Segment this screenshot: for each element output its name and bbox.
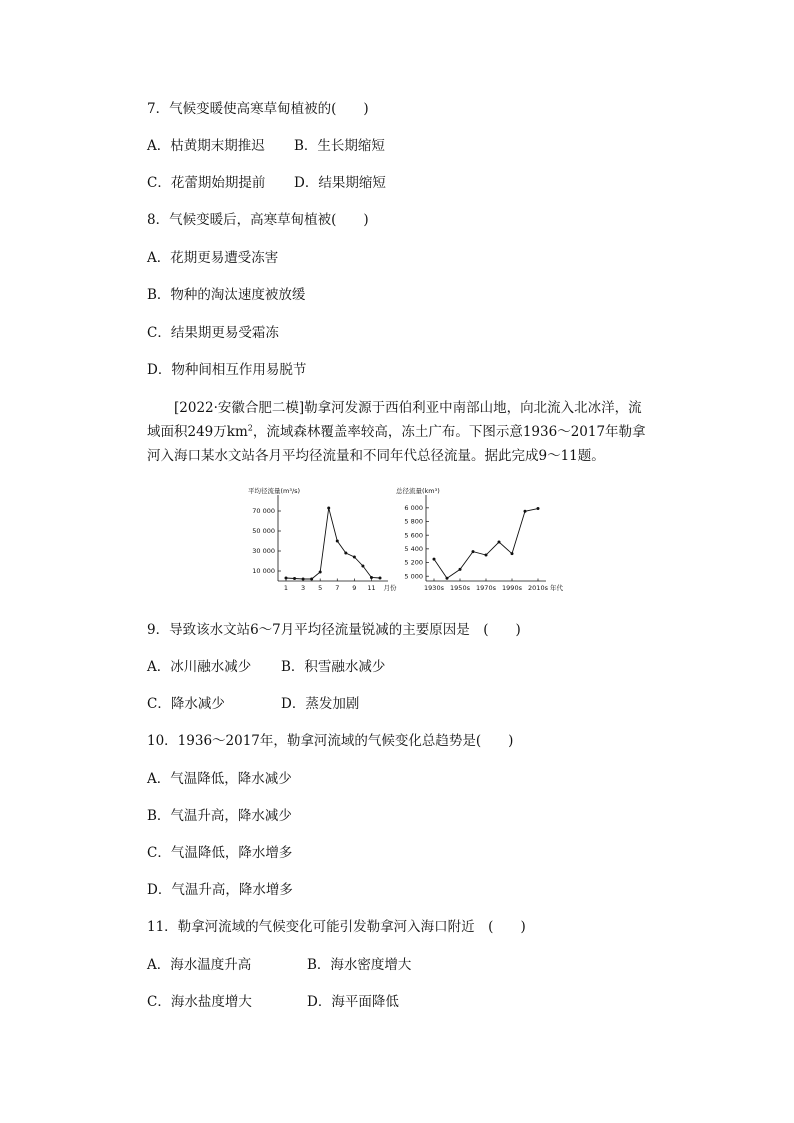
decadal-runoff-data-point [433, 558, 436, 561]
monthly-runoff-x-tick-label: 3 [301, 584, 306, 592]
monthly-runoff-x-axis-label: 月份 [383, 584, 397, 592]
q8-option-d: D．物种间相互作用易脱节 [147, 362, 307, 378]
monthly-runoff-data-point [344, 552, 347, 555]
monthly-runoff-data-point [319, 571, 322, 574]
q7-option-c: C．花蕾期始期提前 [147, 175, 266, 191]
decadal-runoff-x-tick-label: 1950s [450, 584, 470, 592]
intro-superscript: 2 [247, 423, 253, 433]
q10-option-a: A．气温降低，降水减少 [147, 771, 292, 787]
decadal-runoff-data-point [459, 568, 462, 571]
decadal-runoff-y-tick-label: 5 800 [404, 517, 423, 526]
decadal-runoff-data-point [537, 507, 540, 510]
decadal-runoff-title: 总径流量(km³) [396, 487, 440, 495]
q8-option-a: A．花期更易遭受冻害 [147, 250, 279, 266]
decadal-runoff-data-point [485, 554, 488, 557]
q7-stem: 7．气候变暖使高寒草甸植被的( ) [147, 101, 369, 117]
decadal-runoff-y-tick-label: 5 200 [404, 558, 423, 567]
monthly-runoff-data-point [370, 576, 373, 579]
intro-part2: ，流域森林覆盖率较高，冻土广布。下图示意1936～2017年勒拿河入海口某水文站各月平均径流量和不同年代总径流量。据此完成9～11题。 [147, 424, 646, 464]
decadal-runoff-y-tick-label: 5 000 [404, 572, 423, 581]
intro-part1: [2022·安徽合肥二模]勒拿河发源于西伯利亚中南部山地，向北流入北冰洋，流域面积249万km [147, 400, 642, 440]
q7-option-d: D．结果期缩短 [294, 175, 386, 191]
decadal-runoff-x-tick-label: 2010s [528, 584, 548, 592]
q9-option-a: A．冰川融水减少 [147, 659, 252, 675]
intro-paragraph [147, 396, 652, 468]
monthly-runoff-y-tick-label: 10 000 [252, 567, 275, 576]
q9-option-b: B．积雪融水减少 [281, 659, 386, 675]
q9-stem: 9．导致该水文站6～7月平均径流量锐减的主要原因是 ( ) [147, 622, 521, 638]
decadal-runoff-x-tick-label: 1930s [424, 584, 444, 592]
q11-option-b: B．海水密度增大 [307, 957, 412, 973]
monthly-runoff-x-tick-label: 5 [318, 584, 323, 592]
decadal-runoff-x-tick-label: 1970s [476, 584, 496, 592]
decadal-runoff-data-point [498, 541, 501, 544]
monthly-runoff-x-tick-label: 1 [283, 584, 289, 592]
monthly-runoff-data-point [353, 556, 356, 559]
monthly-runoff-y-tick-label: 30 000 [252, 547, 275, 556]
monthly-runoff-y-tick-label: 50 000 [252, 527, 275, 536]
monthly-runoff-data-point [336, 540, 339, 543]
q10-option-d: D．气温升高，降水增多 [147, 882, 293, 898]
q10-option-b: B．气温升高，降水减少 [147, 808, 292, 824]
q7-option-a: A．枯黄期末期推迟 [147, 138, 265, 154]
decadal-runoff-y-tick-label: 6 000 [404, 504, 423, 513]
q8-option-b: B．物种的淘汰速度被放缓 [147, 287, 306, 303]
monthly-runoff-data-point [327, 507, 330, 510]
decadal-runoff-x-tick-label: 1990s [502, 584, 522, 592]
q9-option-d: D．蒸发加剧 [281, 696, 360, 712]
decadal-runoff-y-tick-label: 5 400 [404, 545, 423, 554]
decadal-runoff-data-point [524, 510, 527, 513]
q10-stem: 10．1936～2017年，勒拿河流域的气候变化总趋势是( ) [147, 733, 514, 749]
decadal-runoff-data-point [511, 552, 514, 555]
monthly-runoff-data-point [293, 577, 296, 580]
monthly-runoff-data-point [302, 578, 305, 581]
q7-option-b: B．生长期缩短 [294, 138, 385, 154]
decadal-runoff-x-axis-label: 年代 [550, 584, 563, 592]
q8-stem: 8．气候变暖后，高寒草甸植被( ) [147, 212, 369, 228]
decadal-runoff-data-point [472, 550, 475, 553]
q10-option-c: C．气温降低，降水增多 [147, 845, 293, 861]
monthly-runoff-chart [248, 486, 397, 592]
q9-option-c: C．降水减少 [147, 696, 225, 712]
monthly-runoff-x-tick-label: 7 [335, 584, 340, 592]
monthly-runoff-data-point [310, 578, 313, 581]
monthly-runoff-series-line [286, 508, 380, 579]
monthly-runoff-x-tick-label: 11 [367, 584, 376, 592]
monthly-runoff-x-tick-label: 9 [352, 584, 357, 592]
decadal-runoff-y-tick-label: 5 600 [404, 531, 423, 540]
runoff-charts [240, 483, 580, 601]
decadal-runoff-series-line [434, 509, 538, 579]
monthly-runoff-title: 平均径流量(m³/s) [248, 487, 301, 495]
decadal-runoff-data-point [446, 577, 449, 580]
decadal-runoff-chart [396, 486, 564, 592]
q11-stem: 11．勒拿河流域的气候变化可能引发勒拿河入海口附近 ( ) [147, 919, 526, 935]
monthly-runoff-data-point [379, 577, 382, 580]
monthly-runoff-data-point [361, 565, 364, 568]
q8-option-c: C．结果期更易受霜冻 [147, 325, 279, 341]
monthly-runoff-y-tick-label: 70 000 [252, 507, 275, 516]
q11-option-d: D．海平面降低 [307, 994, 399, 1010]
q11-option-a: A．海水温度升高 [147, 957, 252, 973]
monthly-runoff-data-point [285, 577, 288, 580]
q11-option-c: C．海水盐度增大 [147, 994, 252, 1010]
